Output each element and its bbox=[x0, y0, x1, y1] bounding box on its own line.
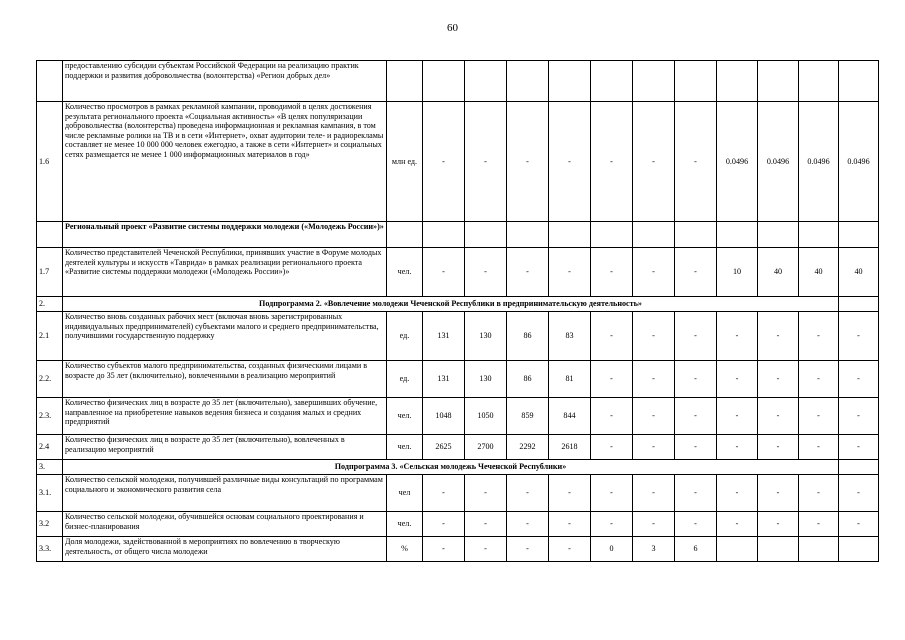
value-cell: - bbox=[675, 398, 717, 435]
value-cell: - bbox=[465, 248, 507, 297]
value-cell: 0.0496 bbox=[717, 102, 758, 222]
value-cell: - bbox=[633, 475, 675, 512]
value-cell: - bbox=[839, 512, 879, 537]
indicators-table bbox=[36, 60, 879, 562]
value-cell: - bbox=[675, 435, 717, 460]
value-cell bbox=[675, 222, 717, 248]
table-row bbox=[37, 398, 879, 435]
table-row bbox=[37, 460, 879, 475]
value-cell: - bbox=[717, 312, 758, 361]
value-cell: 6 bbox=[675, 537, 717, 562]
table-row bbox=[37, 61, 879, 102]
value-cell: - bbox=[799, 398, 839, 435]
value-cell bbox=[839, 222, 879, 248]
value-cell: 844 bbox=[549, 398, 591, 435]
value-cell: - bbox=[465, 475, 507, 512]
value-cell: - bbox=[717, 435, 758, 460]
value-cell bbox=[591, 222, 633, 248]
indicator-description: Количество вновь созданных рабочих мест (включая вновь зарегистрированных индивидуальных предпринимателей) субъектами малого и среднего предпринимательства, получившими государственную поддержку bbox=[63, 312, 387, 361]
value-cell: - bbox=[633, 398, 675, 435]
value-cell: - bbox=[507, 475, 549, 512]
indicator-description: Региональный проект «Развитие системы поддержки молодежи («Молодежь России»)» bbox=[63, 222, 387, 248]
value-cell bbox=[591, 61, 633, 102]
value-cell: - bbox=[423, 248, 465, 297]
value-cell bbox=[633, 61, 675, 102]
unit-cell: ед. bbox=[387, 312, 423, 361]
value-cell: - bbox=[591, 435, 633, 460]
value-cell: - bbox=[507, 248, 549, 297]
value-cell: 40 bbox=[839, 248, 879, 297]
value-cell: - bbox=[839, 435, 879, 460]
indicator-description: Количество представителей Чеченской Республики, принявших участие в Форуме молодых деятелей культуры и искусств «Таврида» в рамках реализации регионального проекта «Развитие системы поддержки молодежи («Молодежь России»)» bbox=[63, 248, 387, 297]
value-cell: - bbox=[839, 398, 879, 435]
row-number: 1.7 bbox=[37, 248, 63, 297]
value-cell: - bbox=[758, 475, 799, 512]
value-cell: - bbox=[675, 312, 717, 361]
indicator-description: Количество физических лиц в возрасте до 35 лет (включительно), завершивших обучение, направленное на приобретение навыков ведения бизнеса и создания малых и средних предприятий bbox=[63, 398, 387, 435]
row-number: 3.3. bbox=[37, 537, 63, 562]
row-number bbox=[37, 61, 63, 102]
value-cell: 10 bbox=[717, 248, 758, 297]
indicator-description: Количество сельской молодежи, обучившейся основам социального проектирования и бизнес-планирования bbox=[63, 512, 387, 537]
value-cell: 859 bbox=[507, 398, 549, 435]
value-cell: - bbox=[591, 398, 633, 435]
value-cell bbox=[507, 61, 549, 102]
value-cell: - bbox=[799, 312, 839, 361]
value-cell bbox=[758, 222, 799, 248]
value-cell: - bbox=[507, 537, 549, 562]
value-cell: - bbox=[717, 361, 758, 398]
value-cell: 2618 bbox=[549, 435, 591, 460]
table-row bbox=[37, 248, 879, 297]
value-cell: - bbox=[799, 475, 839, 512]
value-cell: 131 bbox=[423, 361, 465, 398]
value-cell bbox=[839, 537, 879, 562]
table-row bbox=[37, 435, 879, 460]
value-cell bbox=[839, 61, 879, 102]
unit-cell: чел. bbox=[387, 435, 423, 460]
value-cell: 40 bbox=[799, 248, 839, 297]
value-cell: - bbox=[717, 398, 758, 435]
page-number: 60 bbox=[447, 22, 458, 34]
value-cell bbox=[633, 222, 675, 248]
indicator-description: Количество сельской молодежи, получившей различные виды консультаций по программам социального и экономического развития села bbox=[63, 475, 387, 512]
value-cell: - bbox=[591, 248, 633, 297]
value-cell: - bbox=[633, 102, 675, 222]
table-row bbox=[37, 475, 879, 512]
value-cell: - bbox=[758, 512, 799, 537]
row-number: 2.3. bbox=[37, 398, 63, 435]
value-cell: - bbox=[591, 512, 633, 537]
unit-cell: чел. bbox=[387, 248, 423, 297]
value-cell bbox=[717, 222, 758, 248]
value-cell: - bbox=[675, 512, 717, 537]
value-cell bbox=[423, 222, 465, 248]
value-cell: 3 bbox=[633, 537, 675, 562]
value-cell: - bbox=[423, 512, 465, 537]
value-cell: - bbox=[549, 512, 591, 537]
value-cell: 0.0496 bbox=[799, 102, 839, 222]
unit-cell bbox=[387, 61, 423, 102]
value-cell: - bbox=[717, 475, 758, 512]
unit-cell: млн ед. bbox=[387, 102, 423, 222]
indicator-description: Количество физических лиц в возрасте до 35 лет (включительно), вовлеченных в реализацию мероприятий bbox=[63, 435, 387, 460]
row-number: 2.2. bbox=[37, 361, 63, 398]
value-cell bbox=[799, 537, 839, 562]
unit-cell bbox=[387, 222, 423, 248]
row-number: 2.4 bbox=[37, 435, 63, 460]
value-cell: 130 bbox=[465, 361, 507, 398]
row-number: 2.1 bbox=[37, 312, 63, 361]
value-cell: - bbox=[675, 248, 717, 297]
indicator-description: Доля молодежи, задействованной в мероприятиях по вовлечению в творческую деятельность, от общего числа молодежи bbox=[63, 537, 387, 562]
value-cell bbox=[758, 61, 799, 102]
row-number: 1.6 bbox=[37, 102, 63, 222]
value-cell: - bbox=[633, 435, 675, 460]
value-cell: - bbox=[465, 537, 507, 562]
value-cell: - bbox=[591, 475, 633, 512]
value-cell: 2700 bbox=[465, 435, 507, 460]
value-cell: - bbox=[675, 475, 717, 512]
unit-cell: ед. bbox=[387, 361, 423, 398]
value-cell: 0.0496 bbox=[758, 102, 799, 222]
value-cell: 130 bbox=[465, 312, 507, 361]
value-cell: - bbox=[675, 102, 717, 222]
value-cell: 0 bbox=[591, 537, 633, 562]
value-cell: - bbox=[633, 512, 675, 537]
value-cell: - bbox=[423, 475, 465, 512]
value-cell bbox=[465, 61, 507, 102]
value-cell: 0.0496 bbox=[839, 102, 879, 222]
value-cell: - bbox=[507, 512, 549, 537]
value-cell: 83 bbox=[549, 312, 591, 361]
value-cell: - bbox=[633, 361, 675, 398]
value-cell bbox=[549, 222, 591, 248]
value-cell: - bbox=[717, 512, 758, 537]
table-row bbox=[37, 222, 879, 248]
value-cell: 2292 bbox=[507, 435, 549, 460]
empty-cell bbox=[839, 460, 879, 475]
table-row bbox=[37, 102, 879, 222]
value-cell bbox=[465, 222, 507, 248]
value-cell: 2625 bbox=[423, 435, 465, 460]
value-cell: - bbox=[839, 361, 879, 398]
value-cell: 86 bbox=[507, 361, 549, 398]
value-cell: - bbox=[799, 361, 839, 398]
section-title: Подпрограмма 3. «Сельская молодежь Чеченской Республики» bbox=[63, 460, 839, 475]
value-cell: 131 bbox=[423, 312, 465, 361]
value-cell: 40 bbox=[758, 248, 799, 297]
row-number: 3.2 bbox=[37, 512, 63, 537]
table-row bbox=[37, 312, 879, 361]
table-row bbox=[37, 361, 879, 398]
value-cell: - bbox=[675, 361, 717, 398]
value-cell: - bbox=[549, 102, 591, 222]
value-cell: - bbox=[549, 537, 591, 562]
section-title: Подпрограмма 2. «Вовлечение молодежи Чеченской Республики в предпринимательскую деятельность» bbox=[63, 297, 839, 312]
value-cell: - bbox=[423, 537, 465, 562]
value-cell: - bbox=[839, 475, 879, 512]
indicator-description: Количество субъектов малого предпринимательства, созданных физическими лицами в возрасте до 35 лет (включительно), вовлеченными в реализацию мероприятий bbox=[63, 361, 387, 398]
value-cell: - bbox=[758, 398, 799, 435]
value-cell: 86 bbox=[507, 312, 549, 361]
row-number: 2. bbox=[37, 297, 63, 312]
unit-cell: чел bbox=[387, 475, 423, 512]
value-cell: - bbox=[799, 512, 839, 537]
value-cell bbox=[549, 61, 591, 102]
indicator-description: Количество просмотров в рамках рекламной кампании, проводимой в целях достижения результата регионального проекта «Социальная активность» «В целях популяризации добровольчества (волонтерства) проведена информационная и рекламная кампания, в том числе рекламные ролики на ТВ и в сети «Интернет», охват аудитории теле- и радиорекламы составляет не менее 10 000 000 человек ежегодно, а также в сети «Интернет» и социальных сетях размещается не менее 1 000 информационных материалов в год» bbox=[63, 102, 387, 222]
value-cell: - bbox=[799, 435, 839, 460]
table-row bbox=[37, 297, 879, 312]
value-cell: 81 bbox=[549, 361, 591, 398]
unit-cell: чел. bbox=[387, 512, 423, 537]
table-row bbox=[37, 512, 879, 537]
value-cell: - bbox=[423, 102, 465, 222]
value-cell: - bbox=[633, 312, 675, 361]
value-cell: - bbox=[549, 248, 591, 297]
value-cell: - bbox=[839, 312, 879, 361]
value-cell: - bbox=[633, 248, 675, 297]
value-cell: - bbox=[591, 102, 633, 222]
value-cell: - bbox=[758, 312, 799, 361]
indicator-description: предоставлению субсидии субъектам Российской Федерации на реализацию практик поддержки и развития добровольчества (волонтерства) «Регион добрых дел» bbox=[63, 61, 387, 102]
value-cell: - bbox=[591, 361, 633, 398]
row-number bbox=[37, 222, 63, 248]
value-cell: - bbox=[549, 475, 591, 512]
empty-cell bbox=[839, 297, 879, 312]
value-cell bbox=[799, 61, 839, 102]
value-cell bbox=[507, 222, 549, 248]
value-cell bbox=[799, 222, 839, 248]
value-cell: 1050 bbox=[465, 398, 507, 435]
value-cell: - bbox=[465, 512, 507, 537]
value-cell bbox=[758, 537, 799, 562]
value-cell: 1048 bbox=[423, 398, 465, 435]
row-number: 3. bbox=[37, 460, 63, 475]
value-cell bbox=[717, 537, 758, 562]
value-cell: - bbox=[507, 102, 549, 222]
value-cell bbox=[675, 61, 717, 102]
value-cell: - bbox=[465, 102, 507, 222]
value-cell bbox=[717, 61, 758, 102]
unit-cell: % bbox=[387, 537, 423, 562]
row-number: 3.1. bbox=[37, 475, 63, 512]
value-cell bbox=[423, 61, 465, 102]
value-cell: - bbox=[758, 361, 799, 398]
table-row bbox=[37, 537, 879, 562]
unit-cell: чел. bbox=[387, 398, 423, 435]
value-cell: - bbox=[591, 312, 633, 361]
value-cell: - bbox=[758, 435, 799, 460]
